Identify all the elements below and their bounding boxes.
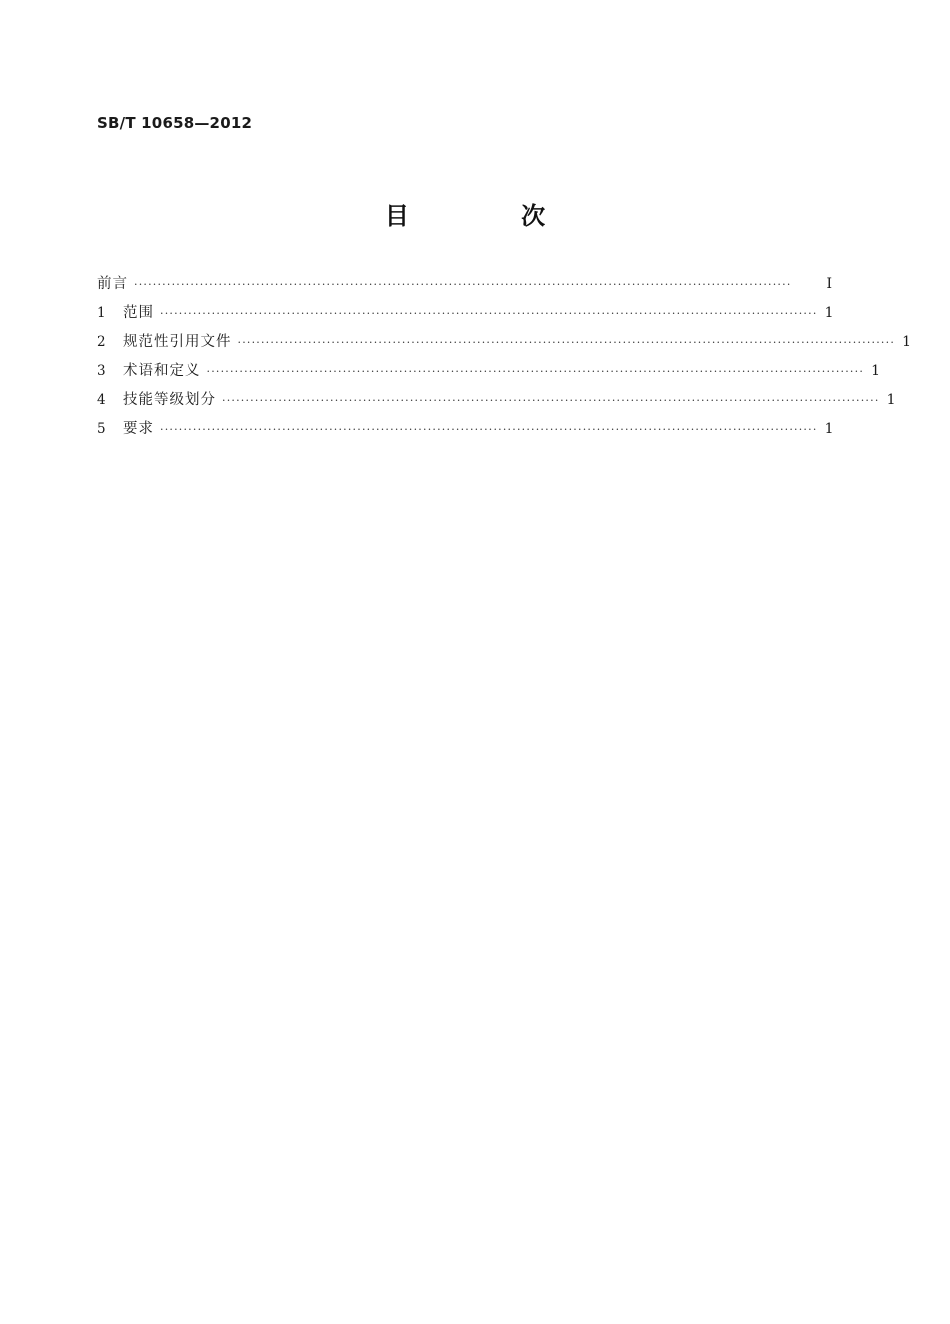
page-title: 目 次 <box>384 202 598 230</box>
dot-leader: ············································································································································ <box>134 278 792 291</box>
toc-entry-number: 3 <box>97 363 106 379</box>
toc-entry-page: 1 <box>871 363 881 379</box>
toc-entry-label: 要求 <box>123 421 154 437</box>
dot-leader: ············································································································································ <box>206 365 865 378</box>
toc-entry-normative-references[interactable] <box>97 328 912 357</box>
toc-entry-label: 前言 <box>97 276 128 292</box>
toc-entry-scope[interactable] <box>97 299 832 328</box>
dot-leader: ············································································································································ <box>237 336 896 349</box>
toc-entry-page: 1 <box>824 421 834 437</box>
table-of-contents <box>97 270 912 444</box>
toc-entry-label: 规范性引用文件 <box>123 334 232 350</box>
toc-entry-terms-definitions[interactable] <box>97 357 881 386</box>
toc-entry-number: 1 <box>97 305 106 321</box>
toc-entry-label: 范围 <box>123 305 154 321</box>
toc-entry-number: 5 <box>97 421 106 437</box>
toc-entry-label: 技能等级划分 <box>123 392 216 408</box>
dot-leader: ············································································································································ <box>160 423 818 436</box>
toc-entry-page: I <box>826 276 832 292</box>
dot-leader: ············································································································································ <box>160 307 818 320</box>
toc-entry-label: 术语和定义 <box>123 363 201 379</box>
toc-entry-number: 4 <box>97 392 106 408</box>
toc-entry-requirements[interactable] <box>97 415 832 444</box>
toc-entry-page: 1 <box>886 392 896 408</box>
toc-entry-page: 1 <box>902 334 912 350</box>
toc-entry-number: 2 <box>97 334 106 350</box>
toc-entry-page: 1 <box>824 305 834 321</box>
standard-code: SB/T 10658—2012 <box>97 114 253 132</box>
dot-leader: ············································································································································ <box>222 394 880 407</box>
toc-entry-foreword[interactable] <box>97 270 832 299</box>
toc-entry-skill-levels[interactable] <box>97 386 896 415</box>
